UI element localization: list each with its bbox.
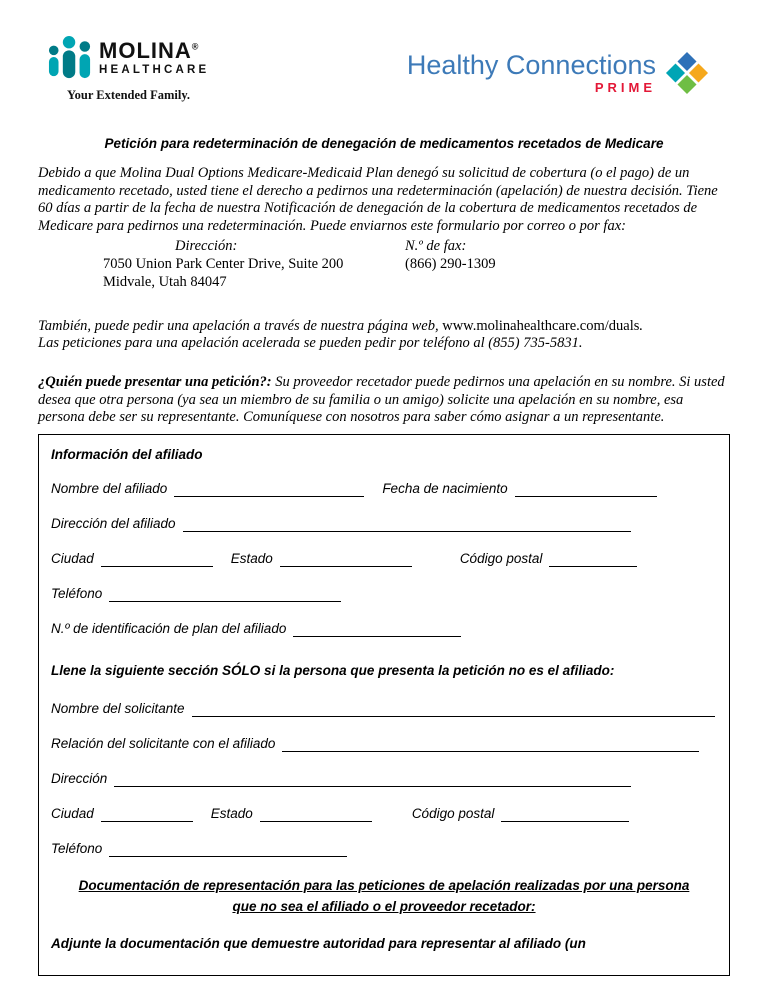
member-info-heading: Información del afiliado	[51, 447, 203, 463]
requestor-phone-label: Teléfono	[51, 840, 103, 856]
address-line-1: 7050 Union Park Center Drive, Suite 200	[103, 255, 344, 272]
who-can-file-paragraph	[38, 374, 730, 426]
requestor-name-field[interactable]	[192, 705, 715, 717]
member-zip-field[interactable]	[549, 555, 637, 567]
attach-documentation-note: Adjunte la documentación que demuestre autoridad para representar al afiliado (un	[51, 935, 586, 951]
representation-docs-heading: Documentación de representación para las peticiones de apelación realizadas por una persona que no sea el afiliado o el proveedor recetador:	[78, 877, 690, 915]
requestor-relationship-field[interactable]	[282, 740, 699, 752]
molina-logo	[45, 36, 209, 103]
member-city-field[interactable]	[101, 555, 213, 567]
requestor-relationship-label: Relación del solicitante con el afiliado	[51, 735, 276, 751]
molina-wordmark: MOLINA®	[99, 38, 199, 63]
requestor-relationship-row	[51, 736, 717, 752]
who-can-file-question: ¿Quién puede presentar una petición?:	[38, 374, 272, 391]
requestor-phone-field[interactable]	[109, 845, 347, 857]
requestor-address-field[interactable]	[114, 775, 631, 787]
requestor-name-row	[51, 701, 717, 717]
address-label: Dirección:	[175, 237, 238, 254]
requestor-zip-field[interactable]	[501, 810, 629, 822]
requestor-zip-label: Código postal	[411, 805, 495, 821]
member-phone-row	[51, 586, 717, 602]
member-city-label: Ciudad	[51, 551, 94, 567]
web-text-after: .	[639, 317, 644, 334]
website-url: www.molinahealthcare.com/duals	[442, 317, 640, 334]
requestor-city-state-zip-row	[51, 806, 717, 822]
molina-tagline: Your Extended Family.	[67, 88, 191, 102]
requestor-address-row	[51, 771, 717, 787]
expedited-appeal-text: Las peticiones para una apelación acelerada se pueden pedir por teléfono al (855) 735-5831.	[38, 335, 583, 352]
web-text-before: También, puede pedir una apelación a través de nuestra página web,	[38, 317, 443, 334]
registered-mark: ®	[191, 41, 199, 52]
member-phone-field[interactable]	[109, 590, 341, 602]
member-city-state-zip-row	[51, 551, 717, 567]
member-plan-id-label: N.º de identificación de plan del afiliado	[51, 621, 287, 637]
member-plan-id-row	[51, 621, 717, 637]
healthy-connections-logo	[407, 50, 710, 96]
member-name-label: Nombre del afiliado	[51, 481, 168, 497]
prime-text: PRIME	[594, 80, 656, 96]
pinwheel-icon	[664, 50, 710, 96]
fax-number: (866) 290-1309	[405, 255, 496, 272]
member-state-label: Estado	[230, 551, 273, 567]
member-address-field[interactable]	[183, 520, 631, 532]
molina-people-icon	[45, 36, 95, 80]
member-zip-label: Código postal	[459, 551, 543, 567]
molina-healthcare-text: HEALTHCARE	[99, 64, 210, 76]
member-plan-id-field[interactable]	[293, 625, 461, 637]
requestor-section-heading: Llene la siguiente sección SÓLO si la persona que presenta la petición no es el afiliado:	[51, 663, 615, 679]
requestor-name-label: Nombre del solicitante	[51, 700, 185, 716]
page-title: Petición para redeterminación de denegación de medicamentos recetados de Medicare	[104, 136, 664, 151]
requestor-city-field[interactable]	[101, 810, 193, 822]
requestor-address-label: Dirección	[51, 770, 108, 786]
birth-date-label: Fecha de nacimiento	[382, 481, 508, 497]
member-info-form	[38, 434, 730, 976]
requestor-city-label: Ciudad	[51, 805, 94, 821]
healthy-connections-text: Healthy Connections	[406, 49, 656, 80]
member-address-label: Dirección del afiliado	[51, 516, 176, 532]
member-name-field[interactable]	[174, 485, 364, 497]
fax-label: N.º de fax:	[405, 237, 467, 254]
member-name-row	[51, 481, 717, 497]
member-phone-label: Teléfono	[51, 586, 103, 602]
requestor-state-field[interactable]	[260, 810, 372, 822]
header	[0, 0, 768, 103]
web-paragraph	[38, 318, 730, 353]
who-can-file-text: Su proveedor recetador puede pedirnos una apelación en su nombre. Si usted desea que otra persona (ya sea un miembro de su familia o un amigo) solicite una apelación en su nombre, esa persona debe ser su representante. Comuníquese con nosotros para saber cómo asignar a un representante.	[38, 374, 725, 425]
member-state-field[interactable]	[280, 555, 412, 567]
contact-block	[38, 238, 730, 294]
requestor-state-label: Estado	[210, 805, 253, 821]
intro-paragraph: Debido a que Molina Dual Options Medicare-Medicaid Plan denegó su solicitud de cobertura (o el pago) de un medicamento recetado, usted tiene el derecho a pedirnos una redeterminación (apelación) de nuestra decisión. Tiene 60 días a partir de la fecha de nuestra Notificación de denegación de la cobertura de medicamentos recetados de Medicare para pedirnos una redeterminación. Puede enviarnos este formulario por correo o por fax:	[38, 165, 718, 235]
member-address-row	[51, 516, 717, 532]
requestor-phone-row	[51, 841, 717, 857]
address-line-2: Midvale, Utah 84047	[103, 273, 227, 290]
birth-date-field[interactable]	[515, 485, 657, 497]
